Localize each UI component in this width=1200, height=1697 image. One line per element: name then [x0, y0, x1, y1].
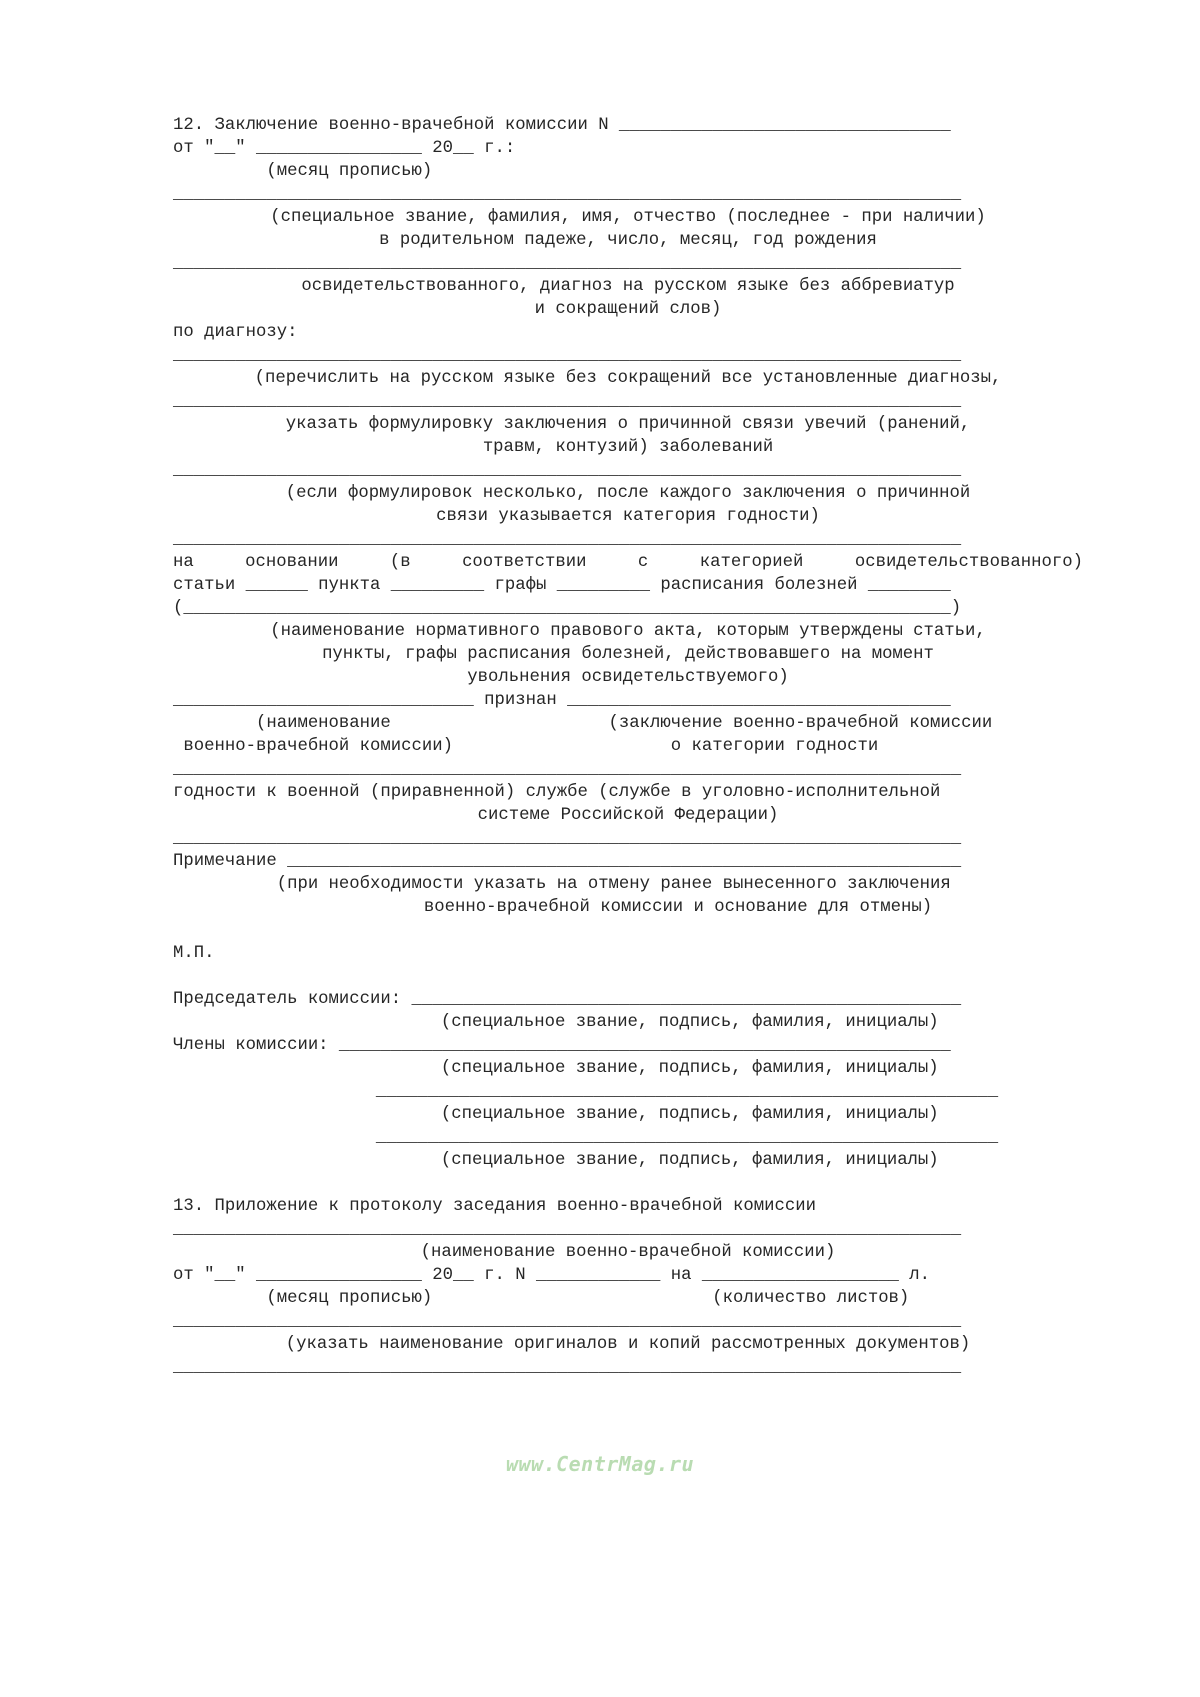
basis-word: на [173, 553, 194, 572]
section-12-heading: 12. Заключение военно-врачебной комиссии N ________________________________ [173, 116, 951, 135]
hint-text: (наименование (заключение военно-врачебной комиссии [173, 714, 993, 733]
watermark: www.CentrMag.ru [505, 1452, 695, 1476]
fill-line: ____________________________________________________________________________ [173, 346, 962, 365]
hint-text: (специальное звание, фамилия, имя, отчество (последнее - при наличии) [270, 208, 986, 227]
hint-text: (месяц прописью) (количество листов) [173, 1289, 910, 1308]
basis-word: освидетельствованного) [854, 553, 1083, 572]
signature-hint: (специальное звание, подпись, фамилия, инициалы) [192, 1059, 939, 1078]
fitness-text: годности к военной (приравненной) службе (службе в уголовно-исполнительной [173, 783, 941, 802]
hint-text: увольнения освидетельствуемого) [467, 668, 789, 687]
hint-text: (наименование нормативного правового акта, которым утверждены статьи, [270, 622, 986, 641]
hint-text: пункты, графы расписания болезней, действовавшего на момент [322, 645, 934, 664]
members-line: Члены комиссии: ___________________________________________________________ [173, 1036, 951, 1055]
hint-text: в родительном падеже, число, месяц, год рождения [379, 231, 877, 250]
basis-word: с [637, 553, 649, 572]
fill-line: ____________________________________________________________________________ [173, 760, 962, 779]
fill-line: ____________________________________________________________________________ [173, 530, 962, 549]
attachment-date-line: от "__" ________________ 20__ г. N ____________ на ___________________ л. [173, 1266, 931, 1285]
signature-hint: (специальное звание, подпись, фамилия, инициалы) [192, 1013, 939, 1032]
fill-line: ____________________________________________________________________________ [173, 392, 962, 411]
date-line: от "__" ________________ 20__ г.: [173, 139, 516, 158]
fill-line: ____________________________________________________________________________ [173, 185, 962, 204]
article-line: статьи ______ пункта _________ графы _________ расписания болезней ________ [173, 576, 951, 595]
signature-hint: (специальное звание, подпись, фамилия, инициалы) [192, 1105, 939, 1124]
basis-word: основании [245, 553, 339, 572]
hint-text: (если формулировок несколько, после каждого заключения о причинной [285, 484, 971, 503]
hint-text: (наименование военно-врачебной комиссии) [420, 1243, 836, 1262]
hint-text: военно-врачебной комиссии) о категории годности [173, 737, 879, 756]
diagnosis-label: по диагнозу: [173, 323, 298, 342]
basis-line [173, 551, 1083, 574]
seal-label: М.П. [173, 944, 215, 963]
section-13-heading: 13. Приложение к протоколу заседания военно-врачебной комиссии [173, 1197, 816, 1216]
hint-text: освидетельствованного, диагноз на русском языке без аббревиатур [301, 277, 955, 296]
basis-word: категорией [699, 553, 804, 572]
hint-text: и сокращений слов) [534, 300, 722, 319]
fitness-text: системе Российской Федерации) [477, 806, 779, 825]
hint-text: (при необходимости указать на отмену ранее вынесенного заключения [173, 875, 951, 894]
fill-line: ____________________________________________________________________________ [173, 1220, 962, 1239]
recognized-line: _____________________________ признан _____________________________________ [173, 691, 951, 710]
hint-text: травм, контузий) заболеваний [482, 438, 774, 457]
hint-text: военно-врачебной комиссии и основание для отмены) [423, 898, 933, 917]
fill-line: ____________________________________________________________________________ [173, 829, 962, 848]
basis-word: соответствии [462, 553, 587, 572]
note-line: Примечание _________________________________________________________________ [173, 852, 962, 871]
fill-line: ____________________________________________________________________________ [173, 461, 962, 480]
fill-line: ____________________________________________________________________________ [173, 1358, 962, 1377]
chairman-line: Председатель комиссии: _____________________________________________________ [173, 990, 962, 1009]
signature-fill-line: ____________________________________________________________ [210, 1128, 999, 1147]
fill-line: ____________________________________________________________________________ [173, 254, 962, 273]
hint-text: (перечислить на русском языке без сокращений все установленные диагнозы, [254, 369, 1002, 388]
hint-month: (месяц прописью) [173, 162, 433, 181]
signature-hint: (специальное звание, подпись, фамилия, инициалы) [192, 1151, 939, 1170]
fill-line: ____________________________________________________________________________ [173, 1312, 962, 1331]
act-fill-line: (__________________________________________________________________________) [173, 599, 962, 618]
hint-text: указать формулировку заключения о причинной связи увечий (ранений, [285, 415, 971, 434]
signature-fill-line: ____________________________________________________________ [210, 1082, 999, 1101]
hint-text: (указать наименование оригиналов и копий рассмотренных документов) [285, 1335, 971, 1354]
hint-text: связи указывается категория годности) [436, 507, 820, 526]
basis-word: (в [389, 553, 411, 572]
